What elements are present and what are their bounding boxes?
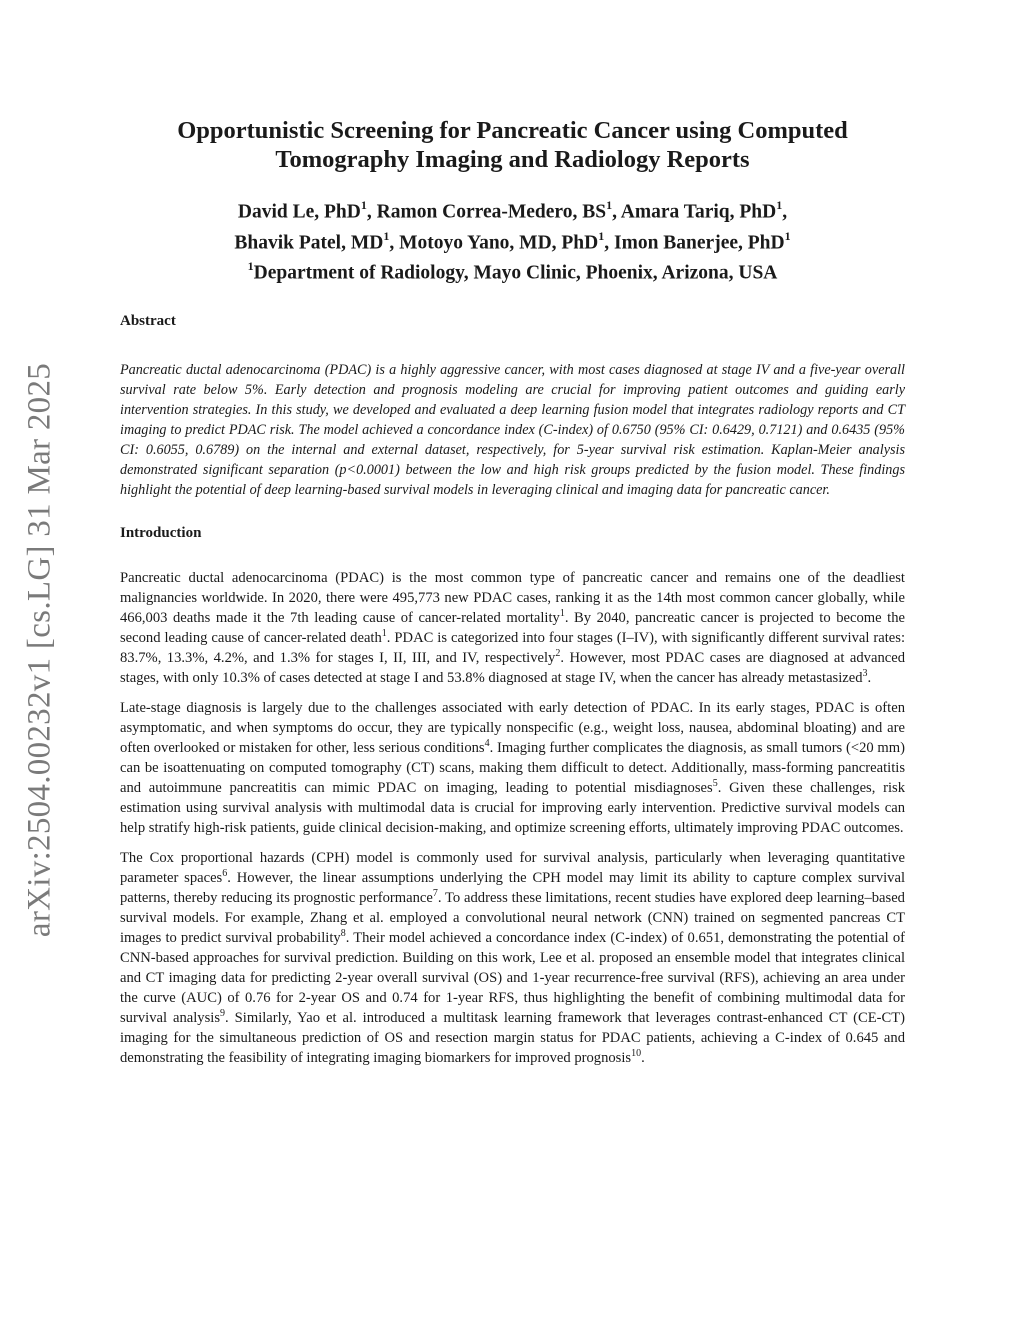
text-run: . Imaging further complicates the diagnosis, as small tumors (<20 mm) can be isoattenuating on computed tomography (CT) scans, making them difficult to detect. Additionally, mass-forming pancreatitis and autoimmune pancreatitis can mimic PDAC on imaging, leading to potential misdiagnoses	[120, 740, 905, 797]
affiliation: Department of Radiology, Mayo Clinic, Phoenix, Arizona, USA	[253, 262, 778, 284]
text-run: The Cox proportional hazards (CPH) model is commonly used for survival analysis, particularly when leveraging quantitative parameter spaces	[120, 850, 905, 887]
introduction-heading: Introduction	[120, 525, 202, 542]
text-run: . PDAC is categorized into four stages (I–IV), with significantly different survival rates: 83.7%, 13.3%, 4.2%, and 1.3% for stages I, II, III, and IV, respectively	[120, 630, 905, 667]
author-separator: ,	[782, 201, 788, 223]
text-run: .	[641, 1050, 645, 1067]
citation-ref: 4	[484, 738, 490, 750]
citation-ref: 7	[432, 888, 438, 900]
text-run: . To address these limitations, recent studies have explored deep learning–based survival models. For example, Zhang et al. employed a convolutional neural network (CNN) trained on segmented pancreas CT images to predict survival probability	[120, 890, 905, 947]
author-yano: , Motoyo Yano, MD, PhD	[389, 232, 599, 253]
author-patel: Bhavik Patel, MD	[234, 232, 384, 253]
text-run: . However, the linear assumptions underlying the CPH model may limit its ability to capture complex survival patterns, thereby reducing its prognostic performance	[120, 870, 905, 907]
affiliation-mark: 1	[598, 228, 605, 243]
citation-ref: 10	[631, 1048, 642, 1060]
abstract-text: Pancreatic ductal adenocarcinoma (PDAC) is a highly aggressive cancer, with most cases diagnosed at stage IV and a five-year overall survival rate below 5%. Early detection and prognosis modeling are crucial for improving patient outcomes and guiding early intervention strategies. In this study, we developed and evaluated a deep learning fusion model that integrates radiology reports and CT imaging to predict PDAC risk. The model achieved a concordance index (C-index) of 0.6750 (95% CI: 0.6429, 0.7121) and 0.6435 (95% CI: 0.6055, 0.6789) on the internal and external dataset, respectively, for 5-year survival risk estimation. Kaplan-Meier analysis demonstrated significant separation (p<0.0001) between the low and high risk groups predicted by the fusion model. These findings highlight the potential of deep learning-based survival models in leveraging clinical and imaging data for pancreatic cancer.	[120, 361, 905, 499]
arxiv-identifier: arXiv:2504.00232v1 [cs.LG] 31 Mar 2025	[21, 362, 58, 938]
text-run: . By 2040, pancreatic cancer is projected to become the second leading cause of cancer-related death	[120, 610, 905, 647]
author-block	[120, 194, 905, 286]
author-banerjee: , Imon Banerjee, PhD	[604, 232, 785, 253]
citation-ref: 9	[220, 1008, 226, 1020]
author-correa-medero: , Ramon Correa-Medero, BS	[366, 201, 607, 223]
citation-ref: 6	[222, 868, 228, 880]
author-le: David Le, PhD	[237, 201, 361, 223]
paper-title: Opportunistic Screening for Pancreatic Cancer using Computed Tomography Imaging and Radiology Reports	[177, 117, 848, 173]
text-run: .	[867, 670, 872, 687]
citation-ref: 2	[555, 648, 561, 660]
citation-ref: 3	[862, 668, 868, 680]
intro-paragraph-3	[120, 848, 905, 1068]
affiliation-mark: 1	[360, 198, 367, 212]
intro-paragraph-2	[120, 698, 905, 838]
citation-ref: 8	[340, 928, 346, 940]
authors-line-2	[120, 225, 905, 256]
text-run: . Given these challenges, risk estimation using survival analysis with multimodal data is crucial for improving early intervention. Predictive survival models can help stratify high-risk patients, guide clinical decision-making, and optimize screening efforts, ultimately improving PDAC outcomes.	[120, 780, 905, 837]
text-run: Pancreatic ductal adenocarcinoma (PDAC) is the most common type of pancreatic cancer and remains one of the deadliest malignancies worldwide. In 2020, there were 495,773 new PDAC cases, ranking it as the 14th most common cancer globally, while 466,003 deaths made it the 7th leading cause of cancer-related mortality	[120, 570, 905, 627]
affiliation-mark: 1	[776, 198, 783, 212]
citation-ref: 5	[712, 778, 718, 790]
affiliation-mark: 1	[247, 259, 254, 273]
text-run: . However, most PDAC cases are diagnosed at advanced stages, with only 10.3% of cases detected at stage I and 53.8% diagnosed at stage IV, when the cancer has already metastasized	[120, 650, 905, 687]
affiliation-mark: 1	[383, 228, 390, 243]
text-run: . Their model achieved a concordance index (C-index) of 0.651, demonstrating the potential of CNN-based approaches for survival prediction. Building on this work, Lee et al. proposed an ensemble model that integrates clinical and CT imaging data for predicting 2-year overall survival (OS) and 1-year recurrence-free survival (RFS), achieving an area under the curve (AUC) of 0.76 for 2-year OS and 0.74 for 1-year RFS, thus highlighting the benefit of combining multimodal data for survival analysis	[120, 930, 905, 1027]
citation-ref: 1	[559, 608, 565, 620]
page-content	[120, 116, 905, 1068]
text-run: Late-stage diagnosis is largely due to the challenges associated with early detection of PDAC. In its early stages, PDAC is often asymptomatic, and when symptoms do occur, they are typically nonspecific (e.g., weight loss, nausea, abdominal bloating) and are often overlooked or mistaken for other, less serious conditions	[120, 700, 905, 757]
text-run: . Similarly, Yao et al. introduced a multitask learning framework that leverages contrast-enhanced CT (CE-CT) imaging for the simultaneous prediction of OS and resection margin status for PDAC patients, achieving a C-index of 0.645 and demonstrating the feasibility of integrating imaging biomarkers for improved prognosis	[120, 1010, 905, 1067]
citation-ref: 1	[381, 628, 387, 640]
intro-paragraph-1	[120, 568, 905, 688]
affiliation-mark: 1	[784, 228, 791, 243]
authors-line-1	[120, 194, 905, 225]
affiliation-mark: 1	[606, 198, 613, 212]
abstract-heading: Abstract	[120, 312, 176, 329]
affiliation-line	[120, 255, 905, 286]
author-tariq: , Amara Tariq, PhD	[612, 201, 777, 223]
